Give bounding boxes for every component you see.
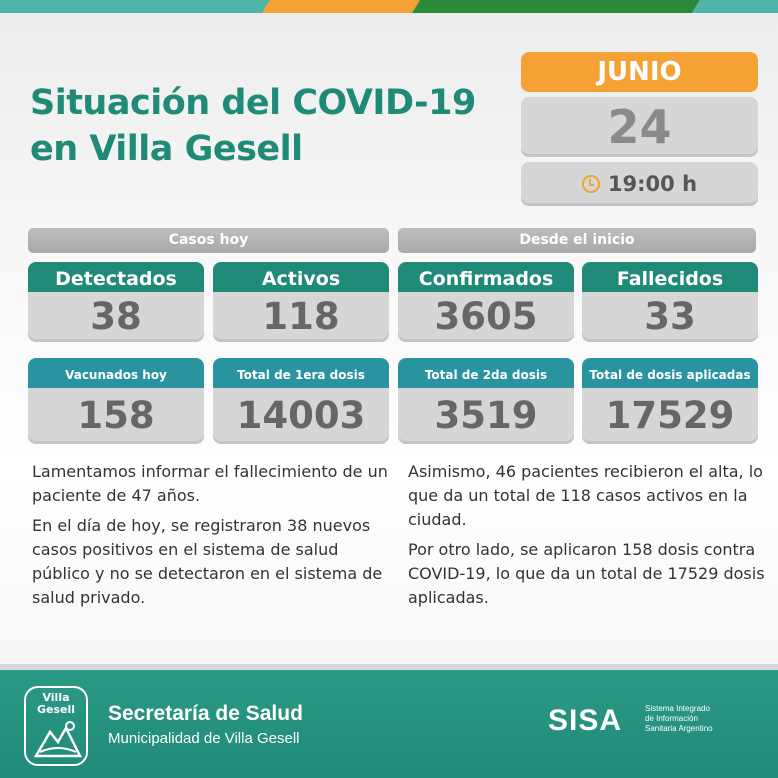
time-text: 19:00 h xyxy=(607,172,698,196)
sisa-description xyxy=(645,704,713,734)
stat-label: Detectados xyxy=(28,262,204,296)
stat-value: 158 xyxy=(28,388,204,444)
logo-drawing xyxy=(32,718,84,762)
logo-text: Villa Gesell xyxy=(36,691,76,716)
clock-icon xyxy=(582,175,600,193)
page-title xyxy=(30,80,490,172)
stat-card-dosis-total xyxy=(582,358,758,444)
stat-card-dosis1 xyxy=(213,358,389,444)
stat-label: Vacunados hoy xyxy=(28,358,204,392)
stat-label: Fallecidos xyxy=(582,262,758,296)
footer-subtitle: Municipalidad de Villa Gesell xyxy=(108,730,300,747)
date-time xyxy=(521,162,758,206)
paragraph: Asimismo, 46 pacientes recibieron el alta, lo que da un total de 118 casos activos en la ciudad. xyxy=(408,462,763,529)
stat-label: Total de 1era dosis xyxy=(213,358,389,392)
top-color-stripes xyxy=(0,0,778,13)
title-line-2: en Villa Gesell xyxy=(30,129,303,169)
stat-label: Confirmados xyxy=(398,262,574,296)
stat-card-vacunados xyxy=(28,358,204,444)
sisa-line: Sistema Integrado xyxy=(645,704,710,713)
sisa-line: de Información xyxy=(645,714,698,723)
stat-value: 3605 xyxy=(398,292,574,342)
paragraphs-right xyxy=(408,460,768,616)
footer-title: Secretaría de Salud xyxy=(108,702,303,725)
stat-value: 17529 xyxy=(582,388,758,444)
stat-value: 33 xyxy=(582,292,758,342)
sisa-logo: SISA xyxy=(548,704,623,737)
stat-value: 14003 xyxy=(213,388,389,444)
stat-card-fallecidos xyxy=(582,262,758,342)
stat-value: 3519 xyxy=(398,388,574,444)
stat-card-detectados xyxy=(28,262,204,342)
stat-label: Total de 2da dosis xyxy=(398,358,574,392)
footer xyxy=(0,670,778,778)
stat-card-activos xyxy=(213,262,389,342)
villa-gesell-logo-icon xyxy=(24,686,88,766)
paragraphs-left xyxy=(32,460,392,616)
date-day: 24 xyxy=(521,97,758,157)
paragraph: Por otro lado, se aplicaron 158 dosis contra COVID-19, lo que da un total de 17529 dosis aplicadas. xyxy=(408,540,765,607)
stat-label: Total de dosis aplicadas xyxy=(582,358,758,392)
date-month: JUNIO xyxy=(521,52,758,92)
sisa-line: Sanitaria Argentino xyxy=(645,724,713,733)
section-desde-inicio: Desde el inicio xyxy=(398,228,756,253)
footer-divider xyxy=(0,664,778,670)
stat-value: 118 xyxy=(213,292,389,342)
stat-value: 38 xyxy=(28,292,204,342)
stat-card-confirmados xyxy=(398,262,574,342)
stat-card-dosis2 xyxy=(398,358,574,444)
paragraph: En el día de hoy, se registraron 38 nuevos casos positivos en el sistema de salud público y no se detectaron en el sistema de salud privado. xyxy=(32,516,383,607)
paragraph: Lamentamos informar el fallecimiento de un paciente de 47 años. xyxy=(32,462,388,505)
stat-label: Activos xyxy=(213,262,389,296)
section-casos-hoy: Casos hoy xyxy=(28,228,389,253)
title-line-1: Situación del COVID-19 xyxy=(30,83,476,123)
